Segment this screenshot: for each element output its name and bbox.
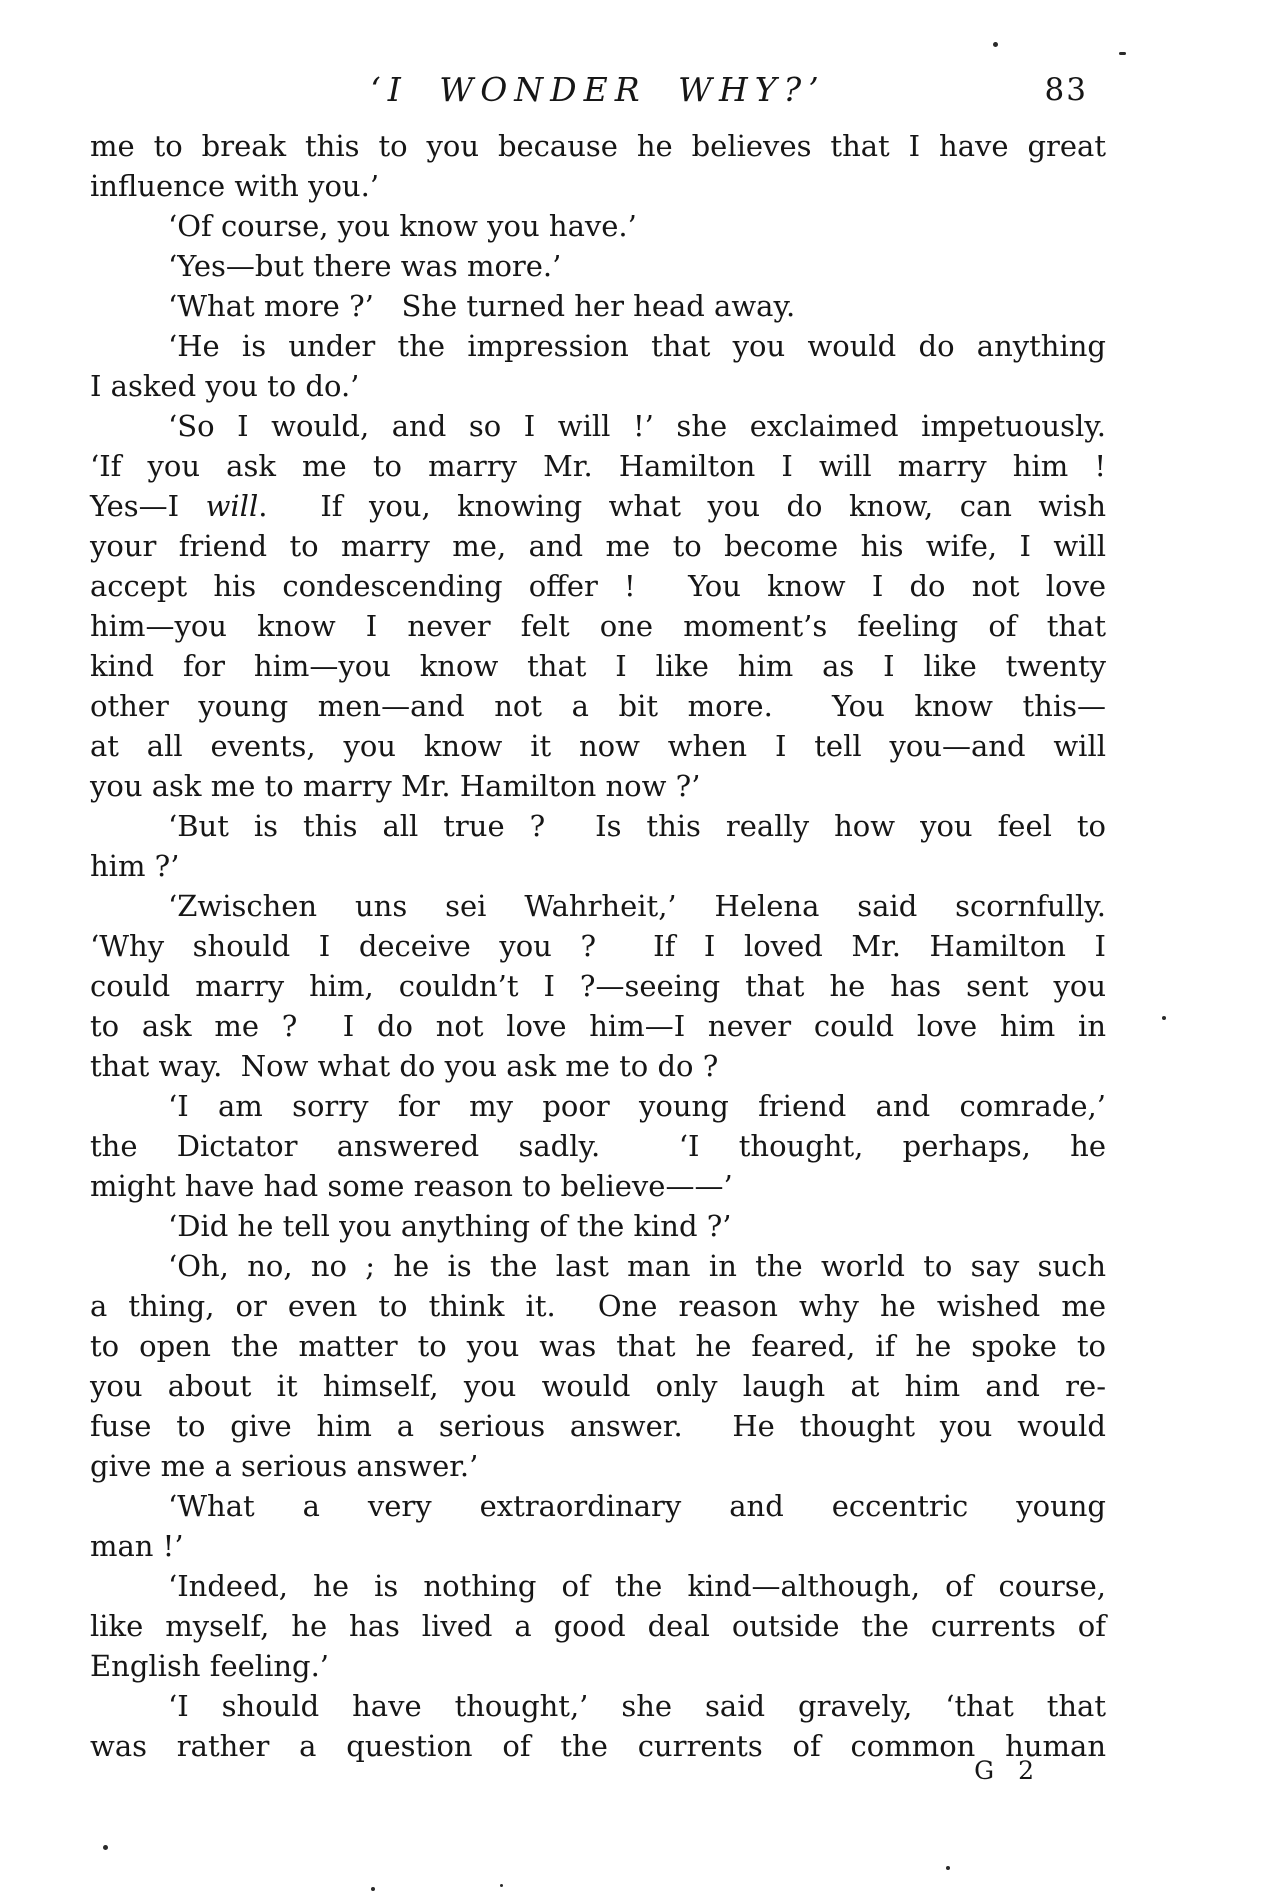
text-line: ‘Yes—but there was more.’: [168, 249, 562, 283]
text-line: me to break this to you because he believes that I have great: [90, 129, 1106, 163]
text-line: a thing, or even to think it. One reason why he wished me: [90, 1289, 1106, 1323]
text-line: might have had some reason to believe——’: [90, 1169, 733, 1203]
text-line: ‘Did he tell you anything of the kind ?’: [168, 1209, 732, 1243]
running-title: ‘I WONDER WHY?’: [370, 70, 826, 109]
text-line: ‘Indeed, he is nothing of the kind—although, of course,: [168, 1569, 1106, 1603]
text-line: ‘Oh, no, no ; he is the last man in the world to say such: [168, 1249, 1106, 1283]
text-line: other young men—and not a bit more. You know this—: [90, 689, 1106, 723]
text-line: you ask me to marry Mr. Hamilton now ?’: [90, 769, 701, 803]
scan-speck: [993, 42, 998, 47]
text-line: give me a serious answer.’: [90, 1449, 479, 1483]
text-line: ‘Why should I deceive you ? If I loved Mr. Hamilton I: [90, 929, 1106, 963]
signature-mark: G 2: [974, 1756, 1042, 1785]
scan-speck: [500, 1884, 503, 1887]
text-line: that way. Now what do you ask me to do ?: [90, 1049, 719, 1083]
text-line: kind for him—you know that I like him as I like twenty: [90, 649, 1106, 683]
scan-speck: [1162, 1016, 1166, 1020]
text-line: ‘He is under the impression that you would do anything: [168, 329, 1106, 363]
scan-speck: [1119, 52, 1126, 55]
text-line: fuse to give him a serious answer. He thought you would: [90, 1409, 1106, 1443]
text-line: to open the matter to you was that he feared, if he spoke to: [90, 1329, 1106, 1363]
text-line: ‘I am sorry for my poor young friend and comrade,’: [168, 1089, 1106, 1123]
text-line: ‘Of course, you know you have.’: [168, 209, 637, 243]
text-line: man !’: [90, 1529, 184, 1563]
text-line: ‘But is this all true ? Is this really how you feel to: [168, 809, 1106, 843]
text-line: you about it himself, you would only laugh at him and re-: [90, 1369, 1106, 1403]
text-line: at all events, you know it now when I tell you—and will: [90, 729, 1106, 763]
text-line: him—you know I never felt one moment’s feeling of that: [90, 609, 1106, 643]
text-line: ‘What more ?’ She turned her head away.: [168, 289, 796, 323]
text-line: to ask me ? I do not love him—I never could love him in: [90, 1009, 1106, 1043]
text-line: could marry him, couldn’t I ?—seeing that he has sent you: [90, 969, 1106, 1003]
text-line: I asked you to do.’: [90, 369, 360, 403]
text-line: influence with you.’: [90, 169, 380, 203]
page-number: 83: [1044, 72, 1088, 108]
text-line: ‘What a very extraordinary and eccentric young: [168, 1489, 1106, 1523]
text-line: your friend to marry me, and me to become his wife, I will: [90, 529, 1106, 563]
text-line: ‘So I would, and so I will !’ she exclaimed impetuously.: [168, 409, 1106, 443]
page-header: [90, 70, 1106, 114]
scan-speck: [946, 1866, 950, 1870]
text-line: the Dictator answered sadly. ‘I thought, perhaps, he: [90, 1129, 1106, 1163]
text-line: him ?’: [90, 849, 180, 883]
text-line: ‘Zwischen uns sei Wahrheit,’ Helena said scornfully.: [168, 889, 1106, 923]
text-line: accept his condescending offer ! You know I do not love: [90, 569, 1106, 603]
text-line: ‘I should have thought,’ she said gravely, ‘that that: [168, 1689, 1106, 1723]
text-line: Yes—I will. If you, knowing what you do know, can wish: [90, 489, 1107, 523]
text-line: English feeling.’: [90, 1649, 330, 1683]
scan-speck: [103, 1845, 108, 1850]
text-line: was rather a question of the currents of common human: [90, 1729, 1106, 1763]
text-line: ‘If you ask me to marry Mr. Hamilton I will marry him !: [90, 449, 1106, 483]
text-line: like myself, he has lived a good deal outside the currents of: [90, 1609, 1106, 1643]
scan-speck: [371, 1887, 375, 1891]
text-block: [90, 126, 1106, 1766]
